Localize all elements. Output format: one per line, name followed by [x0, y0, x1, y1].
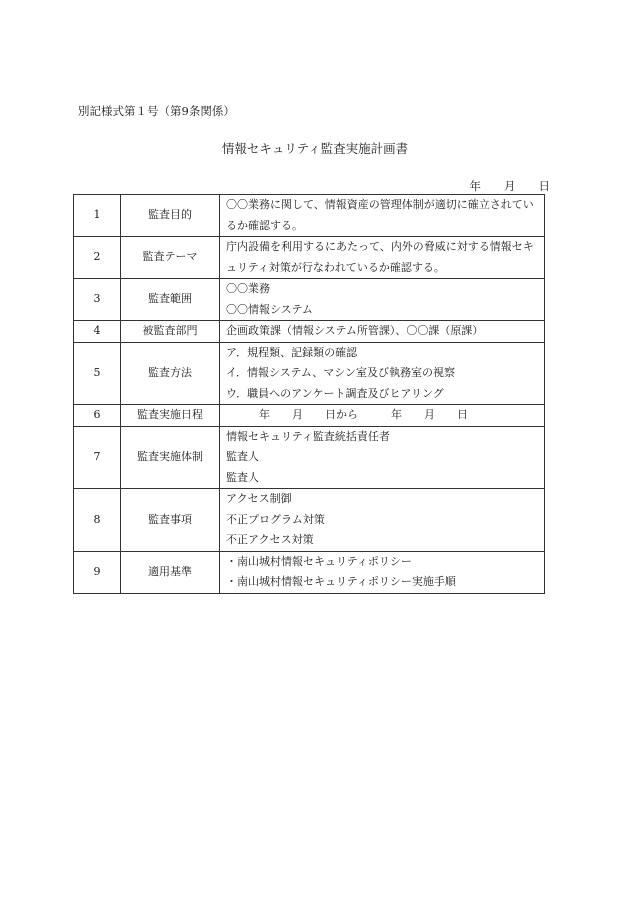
content-line: 監査人 — [226, 470, 259, 484]
content-line: ・南山城村情報セキュリティポリシー — [226, 554, 412, 568]
table-row — [74, 405, 545, 427]
table-row — [74, 237, 545, 279]
content-line: 不正プログラム対策 — [226, 512, 325, 526]
table-row — [74, 342, 545, 405]
row-item: 監査実施体制 — [121, 426, 220, 489]
row-content — [220, 405, 545, 427]
row-content — [220, 279, 545, 321]
table-row — [74, 321, 545, 343]
document-title: 情報セキュリティ監査実施計画書 — [221, 141, 409, 156]
content-line: イ．情報システム、マシン室及び執務室の視察 — [226, 366, 455, 379]
audit-plan-table — [73, 194, 545, 594]
row-content — [220, 237, 545, 279]
table-row — [74, 551, 545, 593]
row-number: 2 — [74, 237, 121, 279]
content-line: 不正アクセス対策 — [226, 533, 314, 546]
row-content — [220, 195, 545, 237]
row-item: 監査目的 — [121, 195, 220, 237]
content-line: ア．規程類、記録類の確認 — [226, 345, 358, 359]
content-line: ・南山城村情報セキュリティポリシー実施手順 — [226, 575, 456, 588]
row-content — [220, 321, 545, 343]
row-number: 6 — [74, 405, 121, 427]
row-content — [220, 489, 545, 552]
table-row — [74, 426, 545, 489]
content-line: 企画政策課（情報システム所管課）、〇〇課（原課） — [226, 324, 484, 337]
content-line: 情報セキュリティ監査統括責任者 — [226, 429, 390, 443]
date-line: 年 月 日 — [469, 179, 550, 193]
content-line: 監査人 — [226, 450, 259, 463]
row-content — [220, 426, 545, 489]
content-line: 〇〇業務に関して、情報資産の管理体制が適切に確立されているか確認する。 — [226, 198, 534, 232]
content-line: 庁内設備を利用するにあたって、内外の脅威に対する情報セキュリティ対策が行なわれているか確認する。 — [226, 240, 534, 274]
row-item: 監査実施日程 — [121, 405, 220, 427]
content-line: 〇〇情報システム — [226, 302, 313, 316]
row-item: 適用基準 — [121, 551, 220, 593]
row-item: 監査テーマ — [121, 237, 220, 279]
content-line: ウ．職員へのアンケート調査及びヒアリング — [226, 386, 444, 400]
form-number: 別記様式第１号（第9条関係） — [78, 104, 235, 118]
row-number: 3 — [74, 279, 121, 321]
content-line: 〇〇業務 — [226, 282, 270, 295]
row-number: 5 — [74, 342, 121, 405]
row-item: 監査範囲 — [121, 279, 220, 321]
table-row — [74, 195, 545, 237]
table-row — [74, 489, 545, 552]
content-line: アクセス制御 — [226, 492, 292, 505]
row-content — [220, 551, 545, 593]
row-item: 監査方法 — [121, 342, 220, 405]
content-line: 年 月 日から 年 月 日 — [226, 408, 468, 421]
table-row — [74, 279, 545, 321]
row-item: 被監査部門 — [121, 321, 220, 343]
row-item: 監査事項 — [121, 489, 220, 552]
row-number: 7 — [74, 426, 121, 489]
row-number: 1 — [74, 195, 121, 237]
row-number: 8 — [74, 489, 121, 552]
row-number: 4 — [74, 321, 121, 343]
row-content — [220, 342, 545, 405]
row-number: 9 — [74, 551, 121, 593]
